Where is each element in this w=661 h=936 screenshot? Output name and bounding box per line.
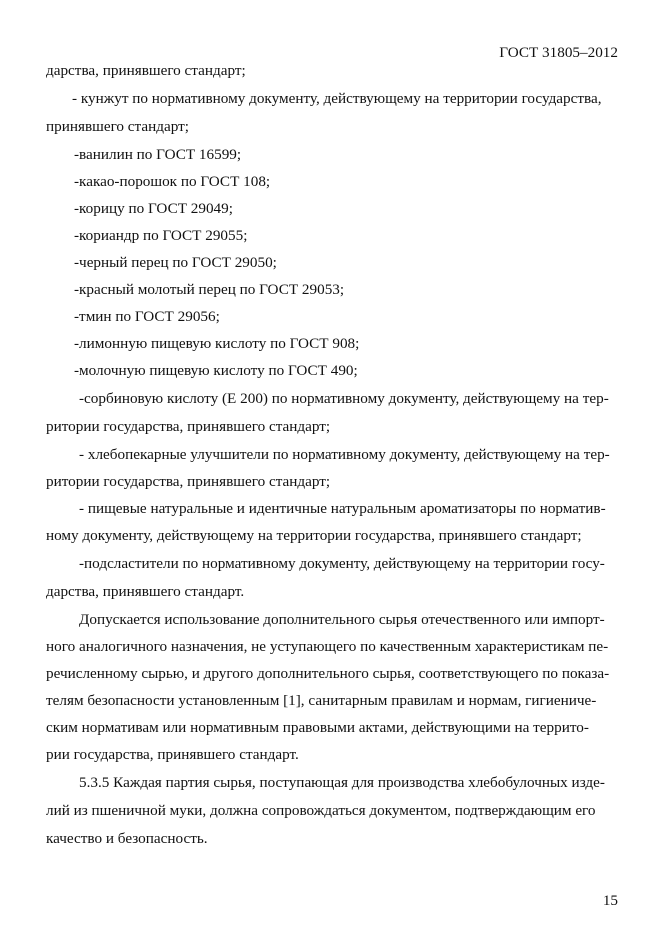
text-line: -подсластители по нормативному документу, действующему на территории госу- — [79, 555, 605, 572]
text-line: ному документу, действующему на территории государства, принявшего стандарт; — [46, 527, 582, 544]
text-line: дарства, принявшего стандарт. — [46, 583, 245, 600]
text-line: -лимонную пищевую кислоту по ГОСТ 908; — [74, 335, 360, 352]
text-line: -какао-порошок по ГОСТ 108; — [74, 173, 271, 190]
text-line: ским нормативам или нормативным правовыми актами, действующими на террито- — [46, 719, 589, 736]
text-line: ного аналогичного назначения, не уступающего по качественным характеристикам пе- — [46, 638, 609, 655]
text-line: качество и безопасность. — [46, 830, 208, 847]
text-line: речисленному сырью, и другого дополнительного сырья, соответствующего по показа- — [46, 665, 610, 682]
text-line: ритории государства, принявшего стандарт; — [46, 418, 331, 435]
text-line: -красный молотый перец по ГОСТ 29053; — [74, 281, 345, 298]
text-line: Допускается использование дополнительного сырья отечественного или импорт- — [79, 611, 605, 628]
text-line: -сорбиновую кислоту (Е 200) по нормативному документу, действующему на тер- — [79, 390, 609, 407]
text-line: ритории государства, принявшего стандарт; — [46, 473, 331, 490]
text-line: -тмин по ГОСТ 29056; — [74, 308, 220, 325]
text-line: телям безопасности установленным [1], санитарным правилам и нормам, гигиениче- — [46, 692, 597, 709]
text-line: -молочную пищевую кислоту по ГОСТ 490; — [74, 362, 358, 379]
text-line: лий из пшеничной муки, должна сопровождаться документом, подтверждающим его — [46, 802, 596, 819]
document-header: ГОСТ 31805–2012 — [499, 44, 618, 61]
text-line: принявшего стандарт; — [46, 118, 189, 135]
text-line: -кориандр по ГОСТ 29055; — [74, 227, 248, 244]
text-line: дарства, принявшего стандарт; — [46, 62, 246, 79]
page-number: 15 — [602, 892, 618, 909]
text-line: 5.3.5 Каждая партия сырья, поступающая для производства хлебобулочных изде- — [79, 774, 605, 791]
text-line: - кунжут по нормативному документу, действующему на территории государства, — [72, 90, 602, 107]
text-line: - хлебопекарные улучшители по нормативному документу, действующему на тер- — [79, 446, 610, 463]
text-line: -ванилин по ГОСТ 16599; — [74, 146, 242, 163]
text-line: рии государства, принявшего стандарт. — [46, 746, 299, 763]
text-line: -черный перец по ГОСТ 29050; — [74, 254, 277, 271]
text-line: -корицу по ГОСТ 29049; — [74, 200, 233, 217]
text-line: - пищевые натуральные и идентичные натуральным ароматизаторы по норматив- — [79, 500, 606, 517]
